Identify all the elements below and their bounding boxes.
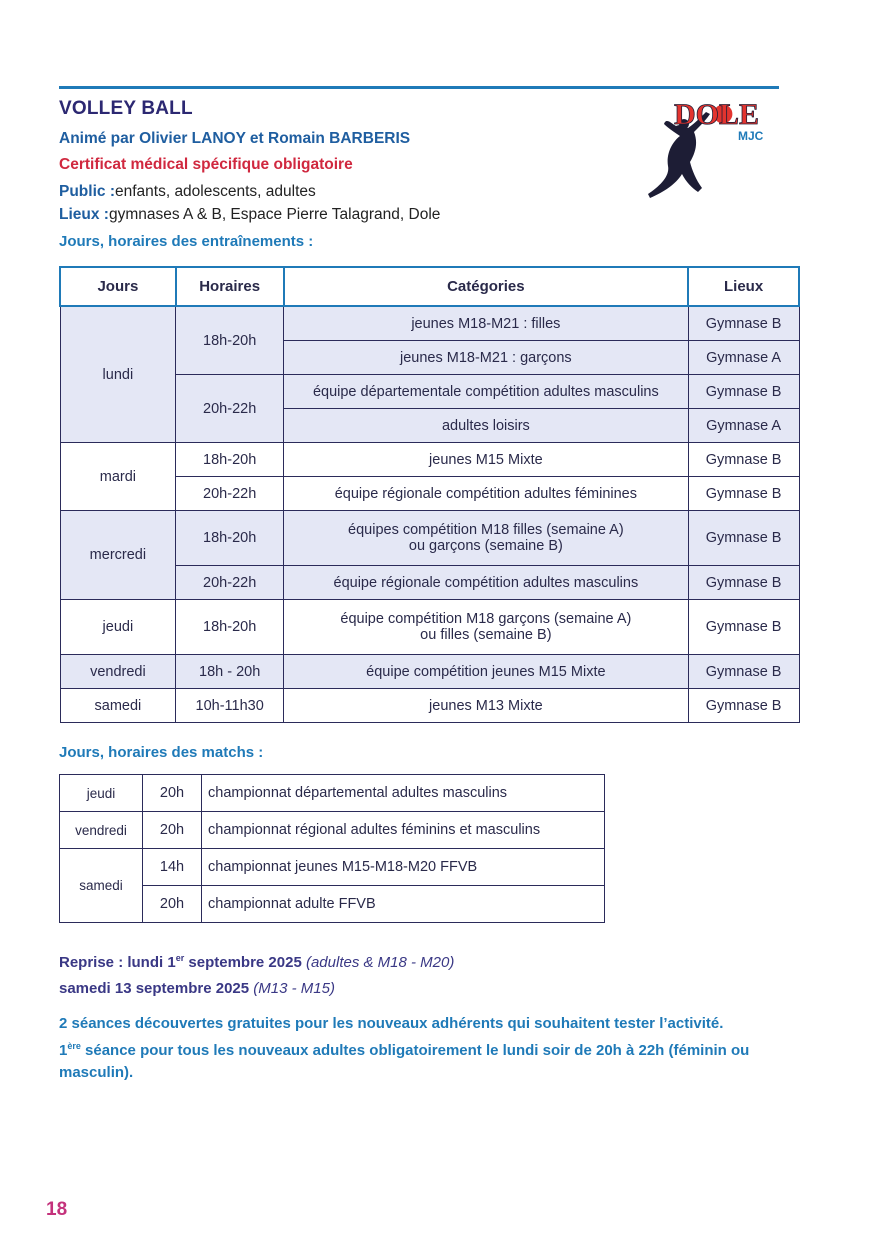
day-cell: vendredi [60,655,176,689]
time-cell: 18h-20h [176,306,284,375]
note-first: 1 [59,1042,68,1059]
certificate-notice: Certificat médical spécifique obligatoire [59,156,353,173]
matches-title: Jours, horaires des matchs : [59,744,264,761]
time-cell: 20h-22h [176,375,284,443]
table-row [60,689,799,723]
match-hour-cell: 20h [143,812,202,849]
match-hour-cell: 20h [143,775,202,812]
match-text-cell: championnat départemental adultes masculins [202,775,605,812]
lieu-cell: Gymnase B [688,477,799,511]
time-cell: 20h-22h [176,566,284,600]
page-number: 18 [46,1199,68,1220]
reprise-date-2: samedi 13 septembre 2025 [59,980,250,997]
category-cell: équipe régionale compétition adultes féminines [284,477,689,511]
match-day-cell: vendredi [60,812,143,849]
header-categories: Catégories [284,267,689,306]
header-horaires: Horaires [176,267,284,306]
category-cell: équipe compétition jeunes M15 Mixte [284,655,689,689]
table-row [60,443,799,477]
table-row [60,600,799,655]
animated-by: Animé par Olivier LANOY et Romain BARBERIS [59,130,411,147]
category-line-1: équipe compétition M18 garçons (semaine A) [340,611,632,627]
day-cell: samedi [60,689,176,723]
table-row [60,849,605,886]
lieu-cell: Gymnase B [688,443,799,477]
reprise-groups-2: (M13 - M15) [253,980,335,997]
table-row [60,775,605,812]
category-cell: équipe départementale compétition adultes masculins [284,375,689,409]
category-line-1: équipes compétition M18 filles (semaine A) [348,522,624,538]
lieu-cell: Gymnase B [688,511,799,566]
public-value: enfants, adolescents, adultes [114,183,316,200]
match-day-cell: samedi [60,849,143,923]
match-text-cell: championnat régional adultes féminins et masculins [202,812,605,849]
lieu-cell: Gymnase A [688,409,799,443]
reprise-sup: er [175,953,185,963]
note-sup: ère [67,1041,81,1051]
match-text-cell: championnat adulte FFVB [202,886,605,923]
category-cell: jeunes M15 Mixte [284,443,689,477]
category-cell: jeunes M18-M21 : garçons [284,341,689,375]
category-cell [284,511,689,566]
matches-table [59,774,605,923]
reprise-groups-1: (adultes & M18 - M20) [305,954,455,971]
training-title: Jours, horaires des entraînements : [59,233,314,250]
day-cell: mardi [60,443,176,511]
reprise-line-1 [59,953,454,971]
lieu-cell: Gymnase B [688,655,799,689]
category-cell: adultes loisirs [284,409,689,443]
category-cell: équipe régionale compétition adultes masculins [284,566,689,600]
match-hour-cell: 20h [143,886,202,923]
time-cell: 18h-20h [176,511,284,566]
note-line-1: 2 séances découvertes gratuites pour les nouveaux adhérents qui souhaitent tester l’activité. [59,1015,724,1032]
lieu-cell: Gymnase A [688,341,799,375]
match-day-cell: jeudi [60,775,143,812]
discovery-note [59,1013,819,1084]
match-text-cell: championnat jeunes M15-M18-M20 FFVB [202,849,605,886]
note-line-2 [59,1035,819,1084]
category-cell [284,600,689,655]
time-cell: 20h-22h [176,477,284,511]
match-hour-cell: 14h [143,849,202,886]
table-row [60,655,799,689]
dole-mjc-logo [640,96,780,208]
day-cell: jeudi [60,600,176,655]
lieux-line [59,206,440,224]
public-label: Public : [59,183,115,200]
public-line [59,183,316,201]
reprise-line-2 [59,980,335,997]
table-row [60,812,605,849]
lieux-label: Lieux : [59,206,109,223]
header-jours: Jours [60,267,176,306]
lieu-cell: Gymnase B [688,566,799,600]
logo-mjc-text: MJC [738,129,764,143]
day-cell: mercredi [60,511,176,600]
category-cell: jeunes M13 Mixte [284,689,689,723]
header-lieux: Lieux [688,267,799,306]
lieu-cell: Gymnase B [688,306,799,341]
logo-dole-text: DOLE [674,98,760,131]
training-header-row [60,267,799,306]
time-cell: 18h-20h [176,443,284,477]
lieux-value: gymnases A & B, Espace Pierre Talagrand, Dole [108,206,441,223]
time-cell: 18h-20h [176,600,284,655]
lieu-cell: Gymnase B [688,375,799,409]
top-rule [59,86,779,89]
day-cell: lundi [60,306,176,443]
training-table [59,266,800,723]
lieu-cell: Gymnase B [688,689,799,723]
category-line-2: ou garçons (semaine B) [408,538,563,554]
time-cell: 10h-11h30 [176,689,284,723]
category-cell: jeunes M18-M21 : filles [284,306,689,341]
reprise-date-a: Reprise : lundi 1 [59,954,176,971]
lieu-cell: Gymnase B [688,600,799,655]
note-rest: séance pour tous les nouveaux adultes obligatoirement le lundi soir de 20h à 22h (féminin ou masculin). [59,1042,750,1081]
table-row [60,511,799,566]
table-row [60,306,799,341]
time-cell: 18h - 20h [176,655,284,689]
page-title: VOLLEY BALL [59,98,193,119]
reprise-date-b: septembre 2025 [184,954,302,971]
category-line-2: ou filles (semaine B) [420,627,552,643]
